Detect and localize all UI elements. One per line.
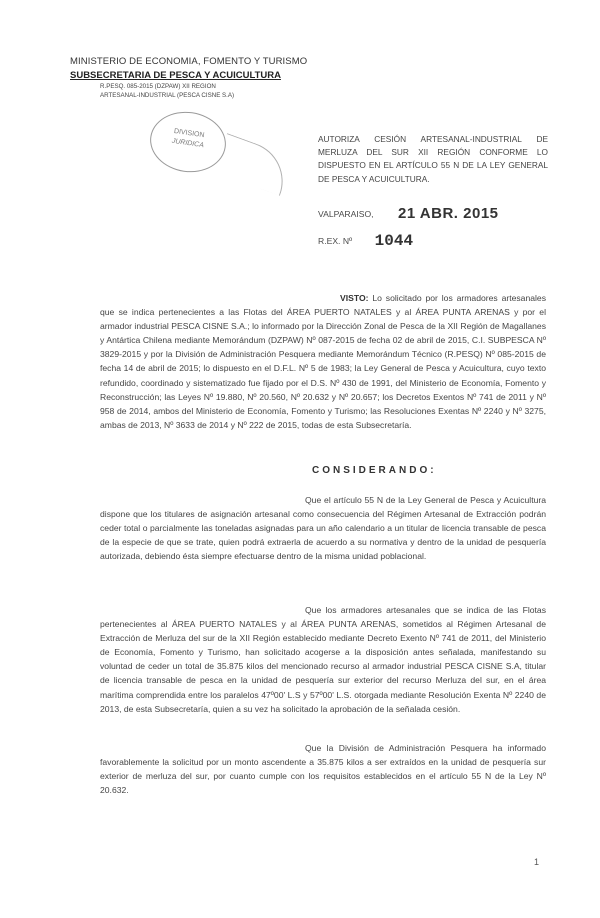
visto-paragraph — [100, 291, 546, 432]
place: VALPARAISO, — [318, 208, 374, 219]
date-stamp: 21 ABR. 2015 — [398, 205, 499, 223]
stamp-line-2: JURIDICA — [171, 137, 205, 150]
considerando-paragraph-2 — [100, 603, 546, 716]
visto-label: VISTO: — [340, 293, 369, 303]
stamp-arc-mark — [213, 133, 294, 196]
place-date — [318, 205, 558, 223]
considerando-paragraph-3 — [100, 741, 546, 797]
considerando-text: Que el artículo 55 N de la Ley General de Pesca y Acuicultura dispone que los titulares de asignación artesanal como consecuencia del Régimen Artesanal de Extracción podrán ceder total o parcialmente las toneladas asignadas para un año calendario a un titular de licencia transable de pesca de la especie de que se trate, quien podrá extraerla de acuerdo a su normativa y dentro de la unidad de pesquería autorizada, debiendo ésta siempre efectuarse dentro de la misma unidad poblacional. — [100, 495, 546, 562]
ministry-name: MINISTERIO DE ECONOMIA, FOMENTO Y TURISMO — [70, 56, 308, 67]
letterhead — [70, 56, 308, 99]
stamp-line-1: DIVISION — [173, 127, 205, 140]
resolution-number — [318, 232, 518, 250]
undersecretariat-name: SUBSECRETARIA DE PESCA Y ACUICULTURA — [70, 70, 281, 81]
page-number: 1 — [534, 857, 540, 867]
resolution-summary: AUTORIZA CESIÓN ARTESANAL-INDUSTRIAL DE MERLUZA DEL SUR XII REGIÓN CONFORME LO DISPUESTO EN EL ARTÍCULO 55 N DE LA LEY GENERAL DE PESCA Y ACUICULTURA. — [318, 134, 548, 184]
resolution-number-label: R.EX. Nº — [318, 236, 353, 246]
considerando-paragraph-1 — [100, 493, 546, 563]
visto-text: Lo solicitado por los armadores artesanales que se indica pertenecientes a las Flotas del ÁREA PUERTO NATALES y al ÁREA PUNTA ARENAS y por el armador industrial PESCA CISNE S.A.; lo informado por la Dirección Zonal de Pesca de la XII Región de Magallanes y Antártica Chilena mediante Memorándum (DZPAW) Nº 087-2015 de fecha 02 de abril de 2015, C.I. SUBPESCA Nº 3829-2015 y por la División de Administración Pesquera mediante Memorándum Técnico (R.PESQ) Nº 085-2015 de fecha 14 de abril de 2015; lo dispuesto en el D.F.L. Nº 5 de 1983; la Ley General de Pesca y Acuicultura, cuyo texto refundido, coordinado y sistematizado fue fijado por el D.S. Nº 430 de 1991, del Ministerio de Economía, Fomento y Reconstrucción; las Leyes Nº 19.880, Nº 20.560, Nº 20.632 y Nº 20.657; los Decretos Exentos Nº 741 de 2011 y Nº 958 de 2014, ambos del Ministerio de Economía, Fomento y Turismo; las Resoluciones Exentas Nº 2240 y Nº 3275, ambas de 2013, Nº 3633 de 2014 y Nº 222 de 2015, todas de esta Subsecretaría. — [100, 293, 546, 430]
considerando-text: Que la División de Administración Pesquera ha informado favorablemente la solicitud por un monto ascendente a 35.875 kilos a ser extraídos en la unidad de pesquería sur exterior de merluza del sur, por cuanto cumple con los requisitos establecidos en el artículo 55 N de la Ley Nº 20.632. — [100, 743, 546, 796]
reference-line-1: R.PESQ. 085-2015 (DZPAW) XII REGION — [100, 83, 216, 90]
considerando-text: Que los armadores artesanales que se indica de las Flotas pertenecientes al ÁREA PUERTO NATALES y al ÁREA PUNTA ARENAS, sometidos al Régimen Artesanal de Extracción de Merluza del sur de la XII Región establecido mediante Decreto Exento Nº 741 de 2011, del Ministerio de Economía, Fomento y Turismo, han solicitado acogerse a la disposición antes señalada, manifestando su voluntad de ceder un total de 35.875 kilos del mencionado recurso al armador industrial PESCA CISNE S.A, titular de licencia transable de pesca en la unidad de pesquería sur exterior del recurso Merluza del sur, en el área marítima comprendida entre los paralelos 47º00' L.S y 57º00' L.S. otorgada mediante Resolución Exenta Nº 2240 de 2013, de esta Subsecretaría, quien a su vez ha solicitado la aprobación de la señalada cesión. — [100, 605, 546, 714]
resolution-number-value: 1044 — [374, 232, 414, 250]
reference-line-2: ARTESANAL-INDUSTRIAL (PESCA CISNE S.A) — [100, 92, 235, 99]
considerando-heading: CONSIDERANDO: — [312, 465, 437, 476]
